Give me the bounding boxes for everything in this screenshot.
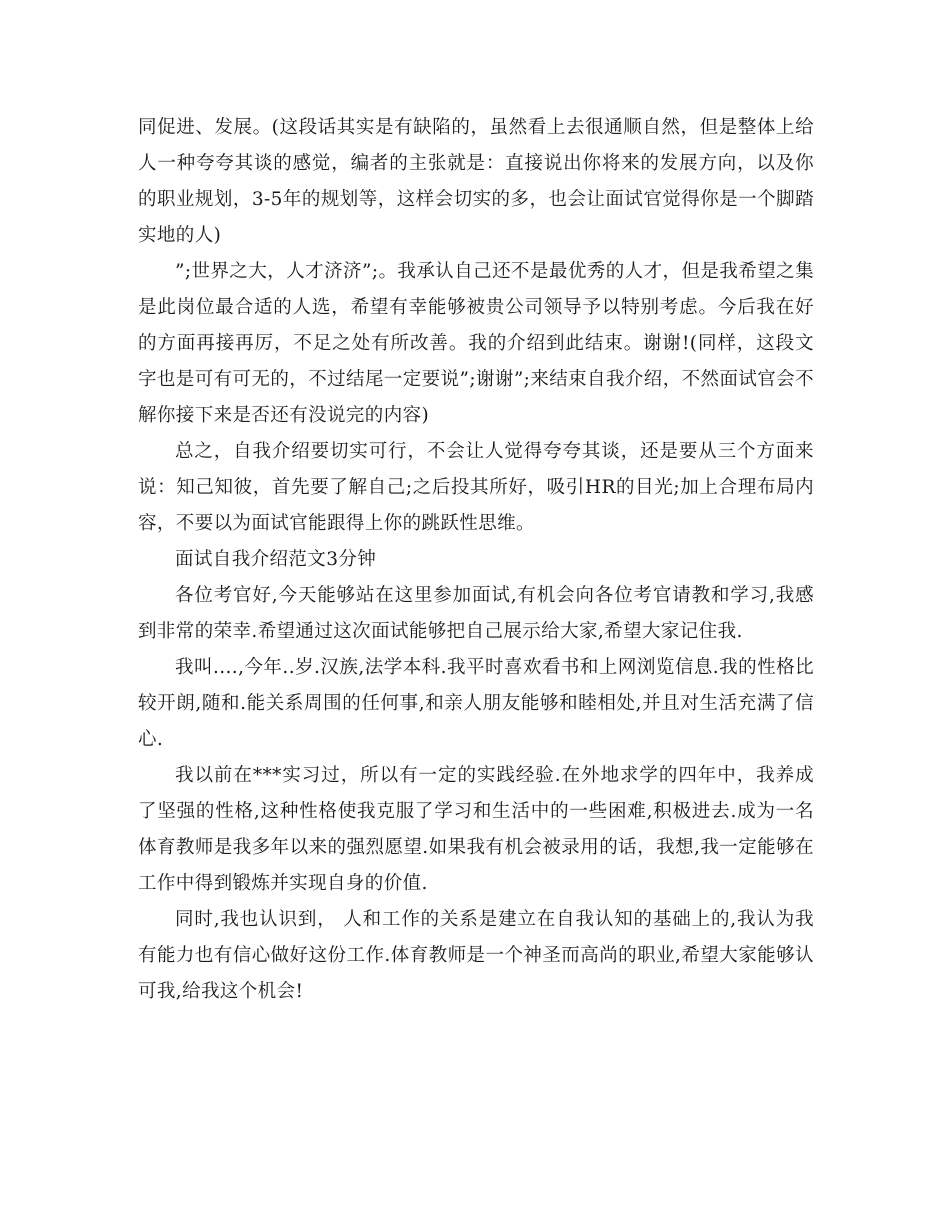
paragraph-closing-remark: ”;世界之大，人才济济”;。我承认自己还不是最优秀的人才，但是我希望之集是此岗位最合适的人选，希望有幸能够被贵公司领导予以特别考虑。今后我在好的方面再接再厉，不足之处有所改善。我的介绍到此结束。谢谢!(同样，这段文字也是可有可无的，不过结尾一定要说”;谢谢”;来结束自我介绍，不然面试官会不解你接下来是否还有没说完的内容) <box>138 261 814 426</box>
paragraph-introduction: 我叫....,今年..岁.汉族,法学本科.我平时喜欢看书和上网浏览信息.我的性格比较开朗,随和.能关系周围的任何事,和亲人朋友能够和睦相处,并且对生活充满了信心. <box>138 657 814 750</box>
paragraph-experience: 我以前在***实习过，所以有一定的实践经验.在外地求学的四年中，我养成了坚强的性格,这种性格使我克服了学习和生活中的一些困难,积极进去.成为一名体育教师是我多年以来的强烈愿望.如果我有机会被录用的话，我想,我一定能够在工作中得到锻炼并实现自身的价值. <box>138 765 814 894</box>
paragraph-conclusion: 同时,我也认识到， 人和工作的关系是建立在自我认知的基础上的,我认为我有能力也有信心做好这份工作.体育教师是一个神圣而高尚的职业,希望大家能够认可我,给我这个机会! <box>138 909 814 1002</box>
paragraph-greeting: 各位考官好,今天能够站在这里参加面试,有机会向各位考官请教和学习,我感到非常的荣幸.希望通过这次面试能够把自己展示给大家,希望大家记住我. <box>138 585 814 642</box>
section-heading: 面试自我介绍范文3分钟 <box>175 549 377 570</box>
paragraph-summary: 总之，自我介绍要切实可行，不会让人觉得夸夸其谈，还是要从三个方面来说：知己知彼，首先要了解自己;之后投其所好，吸引HR的目光;加上合理布局内容，不要以为面试官能跟得上你的跳跃性思维。 <box>138 441 814 534</box>
paragraph-continued: 同促进、发展。(这段话其实是有缺陷的，虽然看上去很通顺自然，但是整体上给人一种夸夸其谈的感觉，编者的主张就是：直接说出你将来的发展方向，以及你的职业规划，3-5年的规划等，这样会切实的多，也会让面试官觉得你是一个脚踏实地的人) <box>138 117 814 246</box>
document-body <box>138 110 814 1010</box>
